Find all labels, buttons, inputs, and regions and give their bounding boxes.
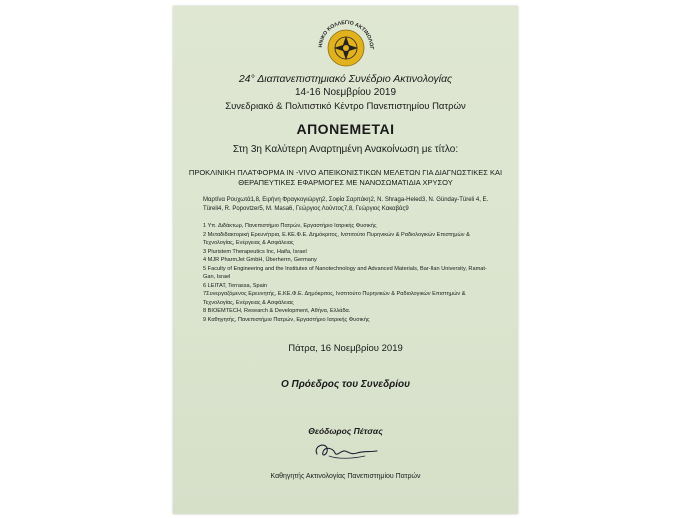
award-subtitle: Στη 3η Καλύτερη Αναρτημένη Ανακοίνωση με τίτλο: [232, 144, 459, 155]
certificate-paper [173, 6, 518, 514]
affiliation-item: 5 Faculty of Engineering and the Institutes of Nanotechnology and Advanced Materials, Bar-Ilan University, Ramat-Gan, Israel [203, 265, 487, 280]
handwritten-signature [311, 438, 383, 462]
svg-text:ΕΛΛΗΝΙΚΟ ΚΟΛΛΕΓΙΟ ΑΚΤΙΝΟΛΟΓΙΑΣ: ΗΝΙΚΟ ΚΟΛΛΕΓΙΟ ΑΚΤΙΝΟΛΟΓ [317, 19, 375, 50]
authors-list: Μαρτίνα Ρουχωτά1,8, Ειρήνη Φραγκογιώργη2, Σοφία Σαρπάκη2, N. Shraga-Heled3, N. Günday-Türeli 4, E. Türeli4, R. Popovtzer5, M. Masa6, Γεώργιος Λούντος7,8, Γεώργιος Κακαβάς9 [203, 197, 489, 212]
affiliation-item: 4 MJR PharmJet GmbH, Überherrn, Germany [203, 257, 317, 263]
place-date: Πάτρα, 16 Νοεμβρίου 2019 [288, 343, 403, 354]
presentation-title: ΠΡΟΚΛΙΝΙΚΗ ΠΛΑΤΦΟΡΜΑ IN -VIVO ΑΠΕΙΚΟΝΙΣΤΙΚΩΝ ΜΕΛΕΤΩΝ ΓΙΑ ΔΙΑΓΝΩΣΤΙΚΕΣ ΚΑΙ ΘΕΡΑΠΕΥΤΙΚΕΣ ΕΦΑΡΜΟΓΕΣ ΜΕ ΝΑΝΟΣΩΜΑΤΙΔΙΑ ΧΡΥΣΟΥ [188, 168, 503, 187]
congress-name: 24° Διαπανεπιστημιακό Συνέδριο Ακτινολογίας [238, 73, 453, 85]
affiliation-item: 9 Καθηγητής, Πανεπιστήμιο Πατρών, Εργαστήριο Ιατρικής Φυσικής [203, 316, 370, 323]
affiliation-item: 1 Υπ. Διδάκτωρ, Πανεπιστήμιο Πατρών, Εργαστήριο Ιατρικής Φυσικής [203, 223, 377, 229]
congress-dates: 14-16 Νοεμβρίου 2019 [294, 87, 397, 98]
signer-name: Θεόδωρος Πέτσας [308, 426, 383, 436]
signature-icon [311, 438, 383, 462]
signer-position: Καθηγητής Ακτινολογίας Πανεπιστημίου Πατρών [270, 473, 421, 480]
seal-emblem-icon [311, 12, 381, 70]
college-seal-logo [311, 12, 381, 70]
affiliation-item: 8 BIOEMTECH, Research & Development, Αθήνα, Ελλάδα. [203, 308, 351, 314]
president-label: Ο Πρόεδρος του Συνεδρίου [280, 379, 411, 390]
affiliation-item: 7Συνεργαζόμενος Ερευνητής, Ε.ΚΕ.Φ.Ε. Δημόκριτος, Ινστιτούτο Πυρηνικών & Ραδιολογικών Επιστημών & Τεχνολογίας, Ενέργειας & Ασφάλειας [203, 291, 466, 306]
award-heading: ΑΠΟΝΕΜΕΤΑΙ [296, 121, 395, 137]
affiliation-item: 3 Pluristem Therapeutics Inc, Haifa, Israel [203, 248, 307, 255]
congress-venue: Συνεδριακό & Πολιτιστικό Κέντρο Πανεπιστημίου Πατρών [225, 101, 466, 112]
affiliations-list [203, 222, 495, 324]
affiliation-item: 2 Μεταδιδακτορική Ερευνήτρια, Ε.ΚΕ.Φ.Ε. Δημόκριτος, Ινστιτούτο Πυρηνικών & Ραδιολογικών Επιστημών & Τεχνολογίας, Ενέργειας & Ασφάλειας [203, 231, 470, 246]
affiliation-item: 6 LEITAT, Terrassa, Spain [203, 282, 268, 289]
